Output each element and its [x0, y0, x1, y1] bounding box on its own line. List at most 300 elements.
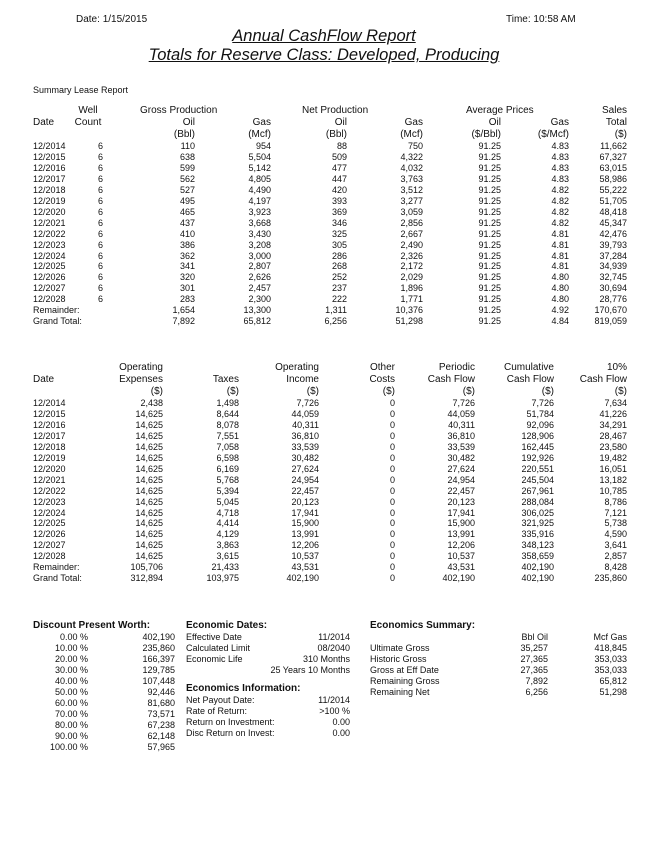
table-row-cell: 599 [179, 162, 195, 173]
table-row-cell: 0 [389, 529, 395, 540]
table-row-cell: 4.81 [551, 250, 569, 261]
table-row-cell: 4.82 [551, 217, 569, 228]
table-row-cell: 24,954 [447, 474, 475, 485]
table-row [33, 573, 627, 584]
cashflow-header-row-cell [33, 362, 95, 374]
table-row-cell: 3,277 [400, 195, 423, 206]
table-row-cell: 8,428 [604, 562, 627, 573]
table-row-cell: 6 [97, 294, 103, 305]
table-row-cell: 0 [389, 496, 395, 507]
table-row-cell: 65,812 [243, 316, 271, 327]
table-row-cell: 320 [179, 272, 195, 283]
table-row-cell: 12/2019 [33, 195, 66, 206]
table-row-cell: 1,498 [216, 398, 239, 408]
discount-row-cell: 62,148 [147, 730, 175, 741]
table-row-cell: 346 [331, 217, 347, 228]
discount-row-cell: 402,190 [142, 632, 175, 642]
table-row-cell: Remainder: [33, 305, 80, 316]
economics-info-row [186, 717, 350, 728]
table-row-cell: 39,793 [599, 239, 627, 250]
economics-summary-row-cell: 6,256 [525, 686, 548, 697]
average-prices-header: Average Prices [466, 105, 534, 116]
table-row-cell: 4,718 [216, 507, 239, 518]
cashflow-header-row-cell: ($) [541, 386, 554, 397]
table-row-cell: 2,438 [140, 398, 163, 408]
table-row-cell: 245,504 [521, 474, 554, 485]
table-row-cell: 91.25 [478, 195, 501, 206]
table-row-cell: 0 [389, 430, 395, 441]
discount-row-cell: 40.00 % [54, 675, 88, 686]
table-row-cell: 91.25 [478, 239, 501, 250]
report-time [506, 14, 576, 25]
economics-summary-row-cell: Historic Gross [370, 653, 427, 664]
table-row-cell: 51,784 [526, 408, 554, 419]
table-row-cell: 88 [336, 141, 347, 151]
table-row-cell: 6 [97, 228, 103, 239]
table-row [33, 229, 627, 240]
table-row-cell: 22,457 [291, 485, 319, 496]
cashflow-header-row-cell: ($) [382, 386, 395, 397]
table-row-cell: 2,856 [400, 217, 423, 228]
table-row-cell: 402,190 [521, 562, 554, 573]
table-row-cell: 0 [389, 540, 395, 551]
production-header-row-cell [73, 129, 103, 141]
production-header-row-cell [347, 105, 423, 117]
table-row-cell: 162,445 [521, 441, 554, 452]
table-row-cell: 4,590 [604, 529, 627, 540]
table-row-cell: 14,625 [135, 441, 163, 452]
table-row-cell: 91.25 [478, 316, 501, 327]
table-row-cell: 0 [389, 562, 395, 573]
table-row-cell: 7,634 [604, 398, 627, 408]
economic-date-row [186, 643, 350, 654]
table-row-cell: 91.25 [478, 272, 501, 283]
table-row-cell: 6 [97, 141, 103, 151]
table-row-cell: 386 [179, 239, 195, 250]
table-row-cell: 283 [179, 294, 195, 305]
table-row-cell: 12/2021 [33, 217, 66, 228]
cashflow-header-row-cell: Income [286, 374, 319, 385]
table-row-cell: 12/2023 [33, 239, 66, 250]
table-row-cell: 14,625 [135, 474, 163, 485]
table-row-cell: 27,624 [447, 463, 475, 474]
table-row-cell: 5,504 [248, 151, 271, 162]
table-row-cell: 12/2028 [33, 551, 66, 562]
table-row-cell: 0 [389, 551, 395, 562]
table-row-cell: 14,625 [135, 496, 163, 507]
table-row-cell: 12/2014 [33, 141, 66, 151]
production-header-row-cell [501, 105, 569, 117]
table-row-cell: 110 [180, 141, 195, 151]
production-header-row-cell: Oil [334, 117, 347, 128]
economics-summary-heading: Economics Summary: [370, 620, 476, 631]
table-row-cell: 7,892 [172, 316, 195, 327]
table-row-cell: 362 [179, 250, 195, 261]
table-row-cell: 43,531 [447, 562, 475, 573]
economics-summary-row [370, 654, 627, 665]
production-header-row-cell [33, 105, 73, 117]
table-row-cell: 12/2025 [33, 261, 66, 272]
table-row-cell: 12/2023 [33, 496, 66, 507]
discount-row-cell: 235,860 [142, 642, 175, 653]
table-row-cell: 51,705 [599, 195, 627, 206]
discount-row [33, 632, 175, 643]
table-row-cell: 19,482 [599, 452, 627, 463]
table-row-cell: 3,512 [400, 184, 423, 195]
table-row-cell: 3,668 [248, 217, 271, 228]
table-row-cell: 0 [389, 573, 395, 584]
economics-summary-row-cell: 51,298 [599, 686, 627, 697]
table-row-cell: 7,726 [531, 398, 554, 408]
discount-row-cell: 30.00 % [54, 664, 88, 675]
table-row-cell: 12/2027 [33, 540, 66, 551]
production-header-row-cell: Oil [182, 117, 195, 128]
table-row-cell: 12/2017 [33, 430, 66, 441]
table-row-cell: 0 [389, 419, 395, 430]
production-header-row-cell: (Mcf) [248, 129, 271, 140]
discount-row [33, 676, 175, 687]
table-row-cell: 954 [255, 141, 271, 151]
table-row-cell: 13,182 [599, 474, 627, 485]
table-row-cell: 8,078 [216, 419, 239, 430]
economics-info-row [186, 728, 350, 739]
table-row-cell: 12/2018 [33, 441, 66, 452]
table-row-cell: 369 [331, 206, 347, 217]
table-row-cell: 268 [331, 261, 347, 272]
table-row-cell: 1,311 [325, 305, 347, 316]
discount-row-cell: 100.00 % [49, 741, 88, 752]
table-row-cell: 4.80 [551, 294, 569, 305]
table-row-cell: 6 [97, 151, 103, 162]
cashflow-header-row-cell: ($) [226, 386, 239, 397]
table-row-cell: 4.82 [551, 184, 569, 195]
table-row-cell: 6 [97, 217, 103, 228]
table-row [33, 218, 627, 229]
table-row-cell: 7,121 [604, 507, 627, 518]
table-row-cell: 58,986 [599, 173, 627, 184]
table-row-cell: 0 [389, 452, 395, 463]
economics-info-row-cell: 0.00 [332, 727, 350, 738]
discount-row [33, 709, 175, 720]
table-row-cell: 447 [331, 173, 347, 184]
table-row-cell: 12/2022 [33, 228, 66, 239]
table-row-cell: 63,015 [599, 162, 627, 173]
table-row [33, 508, 627, 519]
discount-row [33, 742, 175, 753]
table-row-cell: 12/2022 [33, 485, 66, 496]
table-row-cell: 3,641 [604, 540, 627, 551]
production-header-row-cell: Count [74, 117, 102, 128]
production-header-row-cell: Gas [252, 117, 271, 128]
production-header-row-cell: (Bbl) [325, 129, 347, 140]
economics-summary-header-row-cell [370, 632, 470, 643]
production-header-row-cell: Gas [550, 117, 569, 128]
table-row [33, 464, 627, 475]
table-row-cell: 358,659 [521, 551, 554, 562]
table-row-cell: 0 [389, 474, 395, 485]
table-row-cell: 4,197 [248, 195, 271, 206]
economic-dates-heading: Economic Dates: [186, 620, 268, 631]
time-label: Time: [506, 14, 531, 25]
economics-info-row-cell: >100 % [319, 705, 350, 716]
production-header-row-cell: Date [33, 117, 55, 128]
table-row-cell: 192,926 [521, 452, 554, 463]
discount-row-cell: 129,785 [142, 664, 175, 675]
table-row-cell: 43,531 [291, 562, 319, 573]
cashflow-header-row-cell: Cash Flow [427, 374, 475, 385]
economic-date-row [186, 632, 350, 643]
table-row-cell: 105,706 [130, 562, 163, 573]
table-row-cell: 15,900 [447, 518, 475, 529]
table-row-cell: 527 [179, 184, 195, 195]
table-row-cell: 91.25 [478, 162, 501, 173]
cashflow-header-row-cell: Costs [369, 374, 395, 385]
table-row-cell: 17,941 [291, 507, 319, 518]
table-row [33, 240, 627, 251]
table-row-cell: 4,805 [248, 173, 271, 184]
table-row-cell: 402,190 [442, 573, 475, 584]
table-row-cell: 2,626 [248, 272, 271, 283]
table-row-cell: 437 [179, 217, 195, 228]
table-row-cell: 1,654 [172, 305, 195, 316]
table-row-cell: 14,625 [135, 452, 163, 463]
date-value: 1/15/2015 [102, 14, 148, 25]
table-row-cell: 91.25 [478, 305, 501, 316]
table-row-cell: 335,916 [521, 529, 554, 540]
economics-summary-row-cell: 27,365 [520, 653, 548, 664]
production-header-row-cell: Oil [488, 117, 501, 128]
cashflow-header-row-cell: Cash Flow [506, 374, 554, 385]
economics-summary-row-cell: 65,812 [599, 675, 627, 686]
discount-row-cell: 92,446 [147, 686, 175, 697]
table-row-cell: 12/2016 [33, 419, 66, 430]
table-row-cell: 4.83 [551, 151, 569, 162]
production-header-row-cell: (Mcf) [400, 129, 423, 140]
cashflow-header-row-cell: Taxes [212, 374, 239, 385]
economics-info-row-cell: 11/2014 [318, 695, 350, 705]
table-row-cell: 91.25 [478, 206, 501, 217]
table-row-cell: 3,059 [400, 206, 423, 217]
table-row-cell: 28,776 [599, 294, 627, 305]
production-table [33, 105, 627, 327]
table-row [33, 305, 627, 316]
discount-row [33, 665, 175, 676]
table-row-cell: 14,625 [135, 419, 163, 430]
table-row-cell: 4.80 [551, 283, 569, 294]
economics-summary-row [370, 643, 627, 654]
table-row-cell: 325 [331, 228, 347, 239]
table-row-cell: 4,490 [248, 184, 271, 195]
table-row [33, 185, 627, 196]
table-row-cell: 14,625 [135, 507, 163, 518]
table-row-cell: 12/2016 [33, 162, 66, 173]
table-row-cell: 1,771 [400, 294, 423, 305]
economics-summary-row [370, 687, 627, 698]
table-row-cell: 393 [331, 195, 347, 206]
discount-row-cell: 0.00 % [59, 632, 88, 642]
table-row-cell: 5,768 [216, 474, 239, 485]
table-row-cell: 91.25 [478, 151, 501, 162]
economics-summary-row [370, 676, 627, 687]
table-row [33, 497, 627, 508]
economics-info-row-cell: Rate of Return: [186, 705, 248, 716]
table-row-cell: 4,032 [400, 162, 423, 173]
table-row-cell: 6,256 [324, 316, 347, 327]
cashflow-header-row [33, 386, 627, 398]
table-row-cell: 27,624 [291, 463, 319, 474]
table-row-cell: 92,096 [526, 419, 554, 430]
table-row-cell: 4.83 [551, 173, 569, 184]
table-row [33, 398, 627, 409]
table-row-cell: 91.25 [478, 261, 501, 272]
discount-row-cell: 10.00 % [54, 642, 88, 653]
production-header-row-cell: Well [78, 105, 98, 116]
table-row-cell: 7,726 [296, 398, 319, 408]
table-row [33, 251, 627, 262]
table-row-cell: 306,025 [521, 507, 554, 518]
table-row-cell: 17,941 [447, 507, 475, 518]
discount-row-cell: 60.00 % [54, 697, 88, 708]
economics-summary-row-cell: Ultimate Gross [370, 642, 430, 653]
discount-row [33, 731, 175, 742]
economics-info-row-cell: 0.00 [332, 716, 350, 727]
production-header-row-cell [103, 105, 195, 117]
economics-summary-row-cell: Gross at Eff Date [370, 664, 439, 675]
table-row [33, 540, 627, 551]
table-row-cell: 91.25 [478, 141, 501, 151]
economic-date-row-cell: Calculated Limit [186, 642, 251, 653]
table-row-cell: 0 [389, 518, 395, 529]
table-row-cell: 509 [331, 151, 347, 162]
economics-summary-row-cell: 27,365 [520, 664, 548, 675]
table-row-cell: 12/2025 [33, 518, 66, 529]
table-row-cell: 2,490 [400, 239, 423, 250]
table-row-cell: 267,961 [521, 485, 554, 496]
table-row-cell: 10,785 [599, 485, 627, 496]
cashflow-table [33, 362, 627, 584]
table-row-cell: 0 [389, 441, 395, 452]
table-row-cell: 14,625 [135, 408, 163, 419]
economics-info-row-cell: Return on Investment: [186, 716, 275, 727]
table-row-cell: 20,123 [447, 496, 475, 507]
table-row-cell: 13,300 [243, 305, 271, 316]
cashflow-header-row-cell: ($) [462, 386, 475, 397]
cashflow-header-row-cell [163, 362, 239, 374]
table-row-cell: 6 [97, 162, 103, 173]
table-row-cell: 288,084 [521, 496, 554, 507]
table-row-cell: 305 [331, 239, 347, 250]
table-row-cell: 7,551 [216, 430, 239, 441]
table-row-cell: 6 [97, 272, 103, 283]
table-row-cell: 6,598 [216, 452, 239, 463]
discount-row-cell: 67,238 [147, 719, 175, 730]
economics-info-row-cell: Disc Return on Invest: [186, 727, 275, 738]
cashflow-header-row [33, 374, 627, 386]
table-row-cell: 4,322 [400, 151, 423, 162]
table-row-cell: 6 [97, 184, 103, 195]
production-header-row-cell: (Bbl) [173, 129, 195, 140]
table-row-cell: 5,045 [216, 496, 239, 507]
table-row-cell: 3,763 [400, 173, 423, 184]
discount-row [33, 687, 175, 698]
table-row-cell: 3,208 [248, 239, 271, 250]
discount-row-cell: 107,448 [142, 675, 175, 686]
discount-row-cell: 70.00 % [54, 708, 88, 719]
table-row-cell: 0 [389, 507, 395, 518]
economics-summary-row-cell: 353,033 [594, 664, 627, 675]
table-row-cell: 24,954 [291, 474, 319, 485]
table-row-cell: 235,860 [594, 573, 627, 584]
production-header-row [33, 117, 627, 129]
table-row-cell: 321,925 [521, 518, 554, 529]
production-header-row-cell: ($) [614, 129, 627, 140]
economics-summary-row-cell: 353,033 [594, 653, 627, 664]
table-row [33, 283, 627, 294]
table-row-cell: 1,896 [400, 283, 423, 294]
discount-row-cell: 81,680 [147, 697, 175, 708]
table-row-cell: 2,172 [400, 261, 423, 272]
table-row-cell: 12,206 [291, 540, 319, 551]
table-row-cell: 8,644 [216, 408, 239, 419]
table-row-cell: 12/2019 [33, 452, 66, 463]
table-row-cell: 13,991 [291, 529, 319, 540]
table-row-cell: 402,190 [286, 573, 319, 584]
table-row-cell: 252 [331, 272, 347, 283]
table-row-cell: 402,190 [521, 573, 554, 584]
table-row-cell: 237 [331, 283, 347, 294]
table-row [33, 163, 627, 174]
table-row-cell: 13,991 [447, 529, 475, 540]
table-row-cell: 67,327 [599, 151, 627, 162]
production-header-row-cell: ($/Mcf) [537, 129, 569, 140]
table-row [33, 518, 627, 529]
table-row-cell: 477 [331, 162, 347, 173]
table-row-cell: 30,482 [291, 452, 319, 463]
cashflow-header-row-cell [33, 386, 95, 398]
table-row [33, 420, 627, 431]
table-row-cell: 12/2028 [33, 294, 66, 305]
table-row-cell: 301 [179, 283, 195, 294]
table-row-cell: 8,786 [604, 496, 627, 507]
table-row-cell: 12/2020 [33, 463, 66, 474]
economics-info-table [186, 695, 350, 739]
economics-summary-header-row-cell: Bbl Oil [521, 632, 548, 642]
table-row-cell: 4.81 [551, 239, 569, 250]
production-header-row-cell: Gas [404, 117, 423, 128]
table-row-cell: 10,376 [395, 305, 423, 316]
discount-row-cell: 80.00 % [54, 719, 88, 730]
table-row-cell: 14,625 [135, 551, 163, 562]
time-value: 10:58 AM [533, 14, 576, 25]
table-row-cell: 128,906 [521, 430, 554, 441]
table-row-cell: 14,625 [135, 430, 163, 441]
table-row-cell: 91.25 [478, 184, 501, 195]
production-header-row-cell [33, 129, 73, 141]
table-row-cell: 12/2014 [33, 398, 66, 408]
table-row-cell: 12,206 [447, 540, 475, 551]
table-row-cell: 348,123 [521, 540, 554, 551]
table-row [33, 409, 627, 420]
table-row-cell: 20,123 [291, 496, 319, 507]
cashflow-header-row-cell: Expenses [119, 374, 163, 385]
table-row-cell: 2,807 [248, 261, 271, 272]
report-date [76, 14, 147, 25]
table-row-cell: 6 [97, 195, 103, 206]
table-row-cell: 44,059 [447, 408, 475, 419]
production-header-row-cell [195, 105, 271, 117]
economics-summary-header-row [370, 632, 627, 643]
table-row [33, 316, 627, 327]
